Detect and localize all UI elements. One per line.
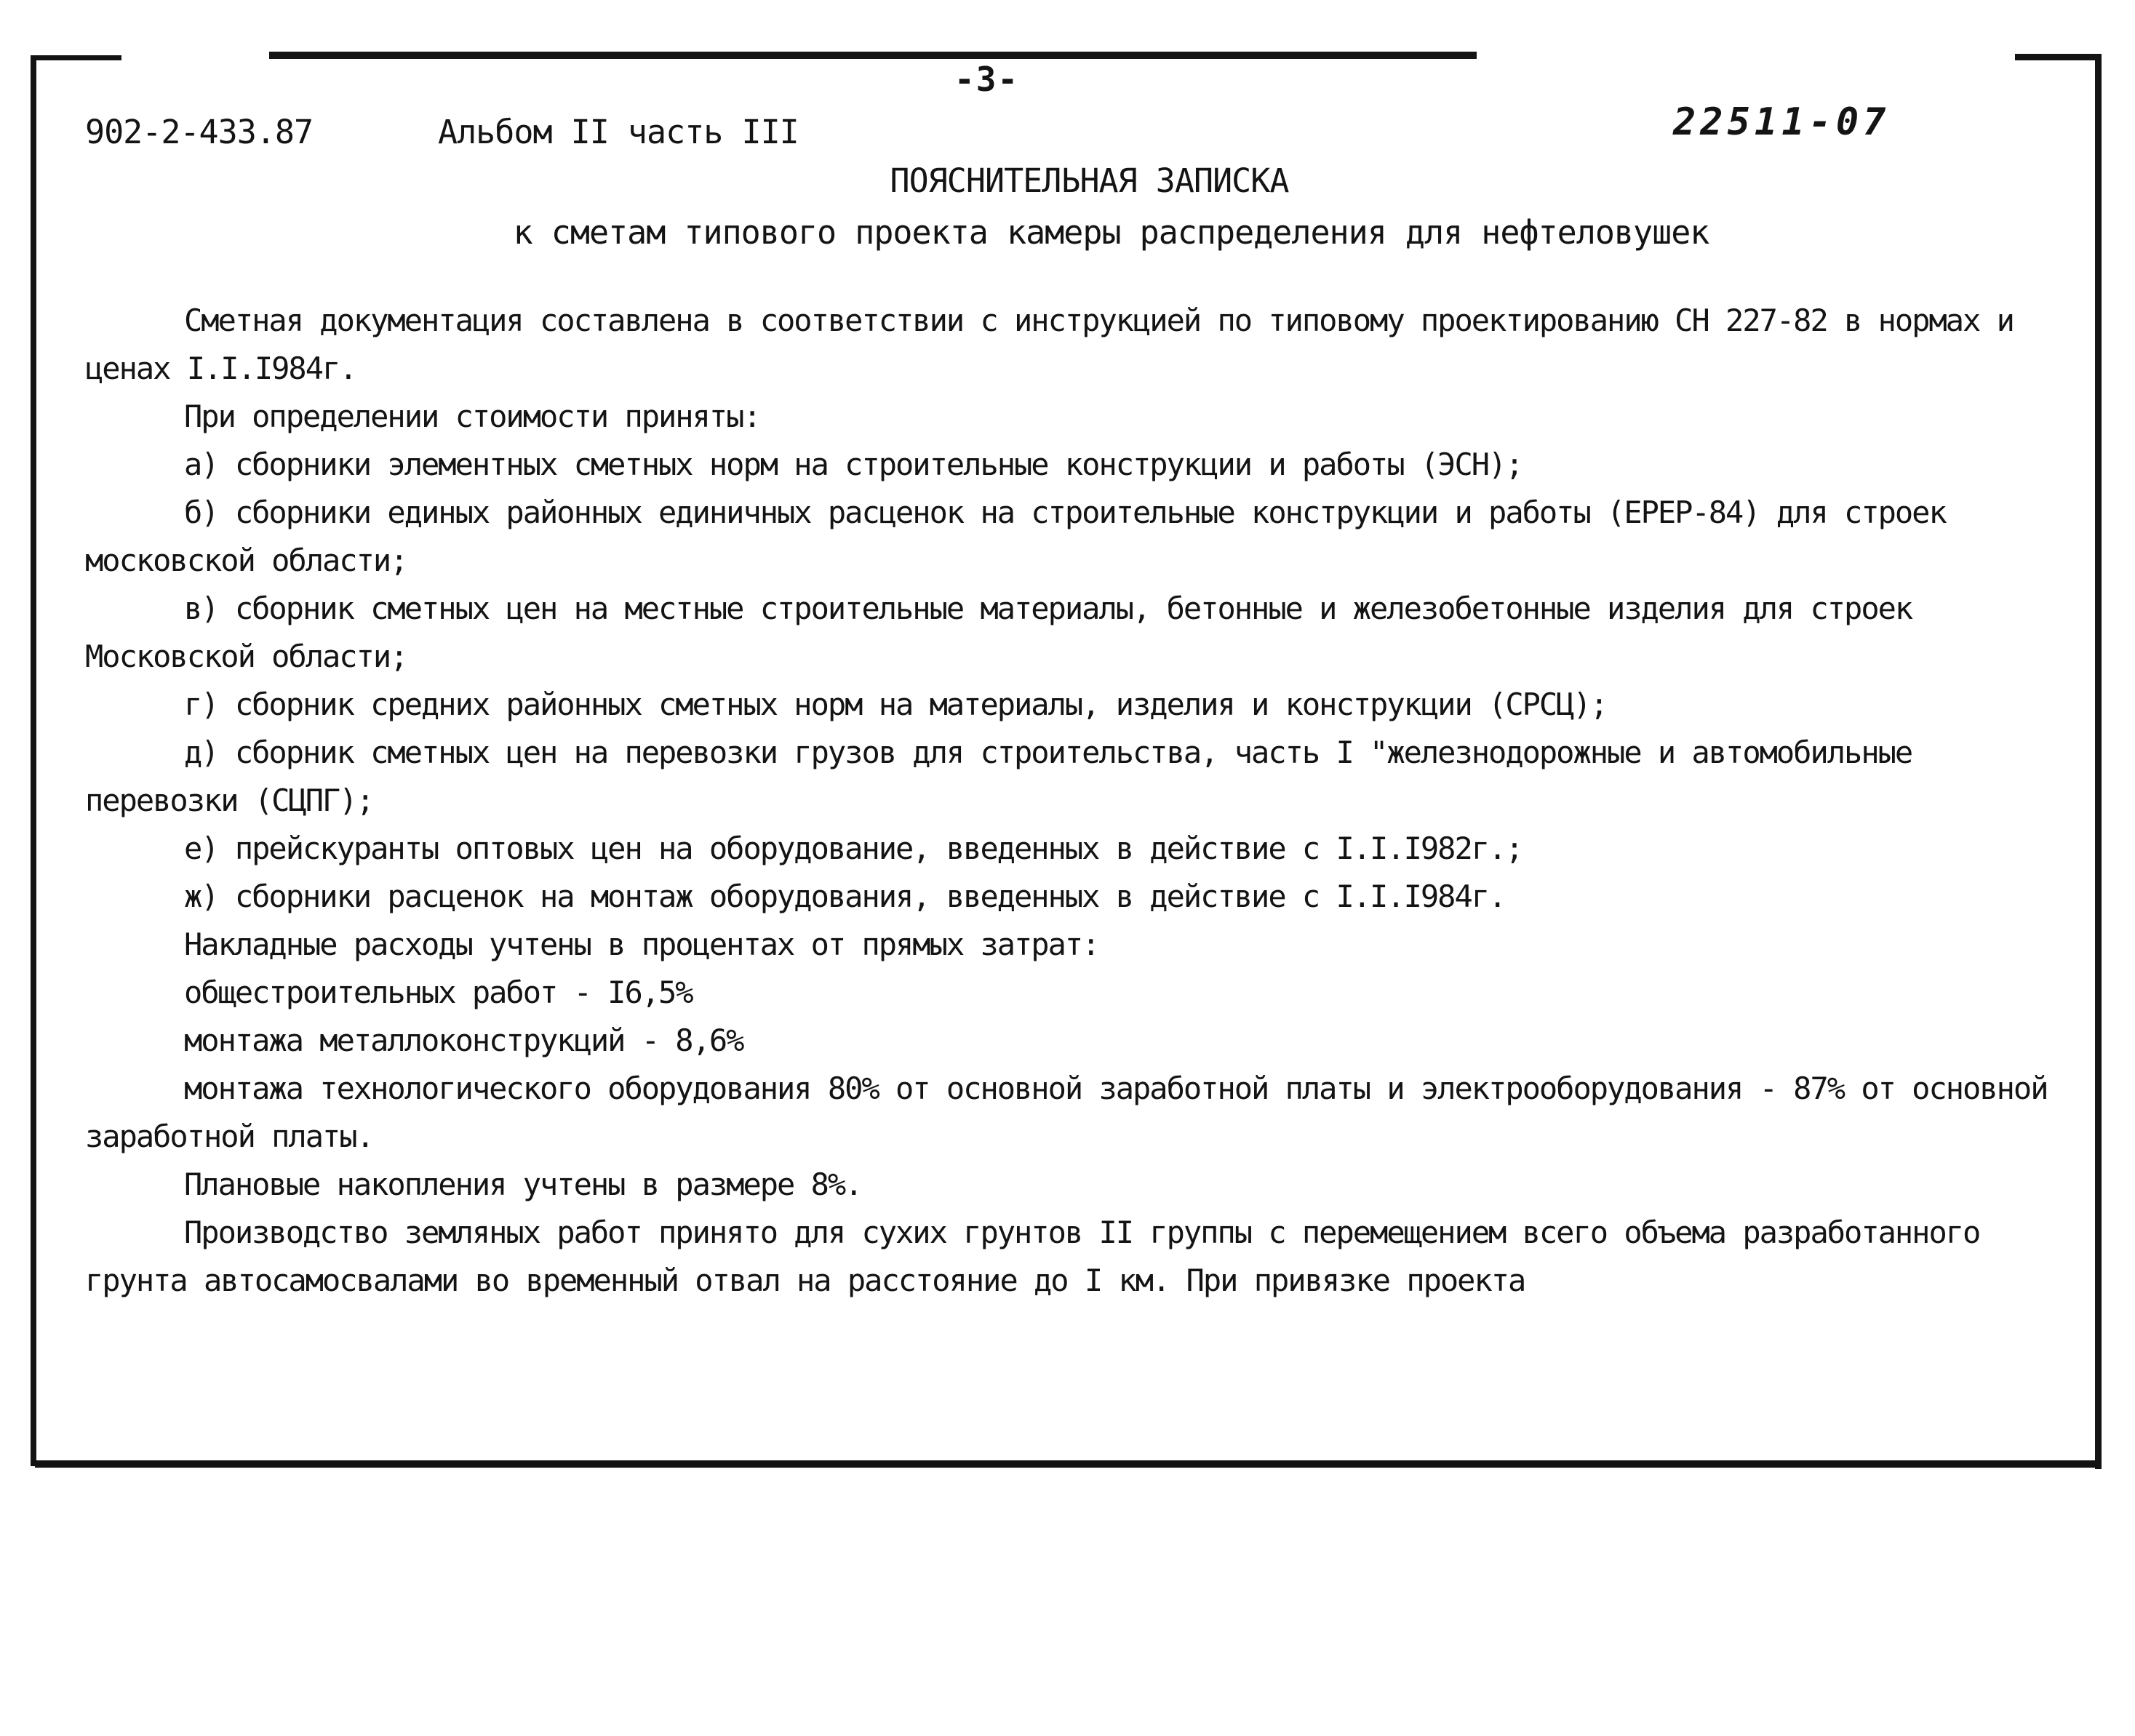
note-body [85,297,2049,1305]
overhead-metal-structures: монтажа металлоконструкций - 8,6% [184,1023,743,1058]
frame-top-right-line [2015,54,2101,60]
frame-left-line [31,55,36,1466]
paragraph-documentation-basis: Сметная документация составлена в соответствии с инструкцией по типовому проектированию СН 227-82 в нормах и ценах I.I.I984г. [85,303,2014,386]
album-part: Альбом II часть III [438,113,799,151]
list-item-b: б) сборники единых районных единичных расценок на строительные конструкции и работы (ЕРЕР-84) для строек московской области; [85,495,1946,578]
frame-bottom-line [35,1460,2101,1468]
list-item-zh: ж) сборники расценок на монтаж оборудования, введенных в действие с I.I.I984г. [184,879,1506,914]
overhead-general-construction: общестроительных работ - I6,5% [184,975,693,1010]
frame-right-line [2095,54,2102,1469]
document-code: 902-2-433.87 [85,113,314,151]
list-item-v: в) сборник сметных цен на местные строительные материалы, бетонные и железобетонные изделия для строек Московской области; [85,591,1912,674]
list-item-e: е) прейскуранты оптовых цен на оборудование, введенных в действие с I.I.I982г.; [184,831,1523,866]
list-item-a: а) сборники элементных сметных норм на строительные конструкции и работы (ЭСН); [184,447,1523,482]
list-item-d: д) сборник сметных цен на перевозки грузов для строительства, часть I "железнодорожные и автомобильные перевозки (СЦПГ); [85,735,1912,818]
overhead-equipment-installation: монтажа технологического оборудования 80% от основной заработной платы и электрооборудования - 87% от основной заработной платы. [85,1071,2048,1154]
paragraph-planned-savings: Плановые накопления учтены в размере 8%. [184,1167,862,1202]
frame-top-left-line [31,55,121,60]
list-item-g: г) сборник средних районных сметных норм на материалы, изделия и конструкции (СРСЦ); [184,687,1608,722]
document-title: ПОЯСНИТЕЛЬНАЯ ЗАПИСКА [890,161,1289,200]
handwritten-registry-number: 22511-07 [1673,100,1891,144]
frame-top-middle-line [269,52,1477,59]
paragraph-earthworks: Производство земляных работ принято для сухих грунтов II группы с перемещением всего объема разработанного грунта автосамосвалами во временный отвал на расстояние до I км. При привязке проекта [85,1215,1980,1298]
page-number: -3- [954,60,1020,99]
document-subtitle: к сметам типового проекта камеры распределения для нефтеловушек [513,213,1709,252]
paragraph-cost-basis-intro: При определении стоимости приняты: [184,399,760,434]
paragraph-overhead-intro: Накладные расходы учтены в процентах от прямых затрат: [184,927,1099,962]
